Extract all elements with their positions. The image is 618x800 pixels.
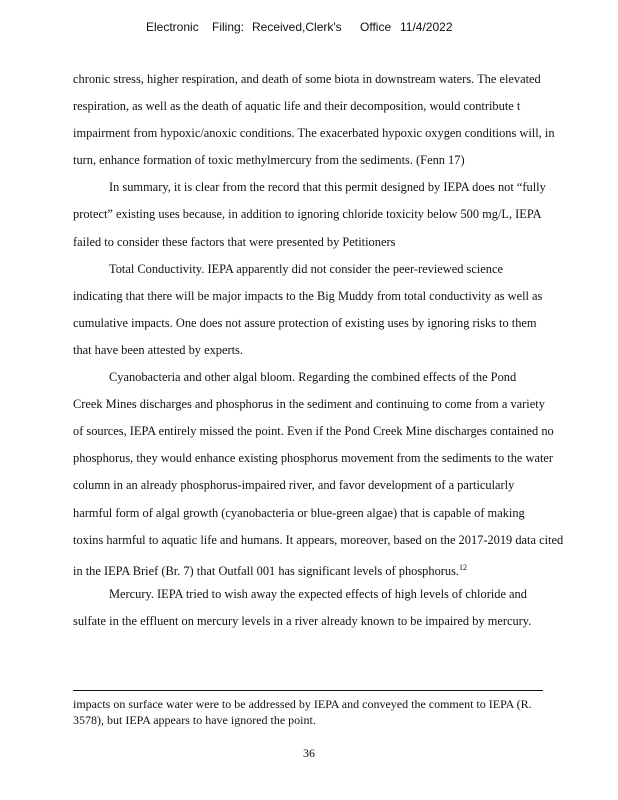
paragraph-summary-start: In summary, it is clear from the record that this permit designed by IEPA does not “fully: [109, 180, 546, 195]
footnote-line: impacts on surface water were to be addressed by IEPA and conveyed the comment to IEPA (R.: [73, 697, 532, 711]
body-text: [73, 66, 593, 635]
body-line-text: in the IEPA Brief (Br. 7) that Outfall 001 has significant levels of phosphorus.: [73, 563, 460, 578]
body-line: Creek Mines discharges and phosphorus in the sediment and continuing to come from a variety: [73, 397, 545, 412]
paragraph-conductivity-start: Total Conductivity. IEPA apparently did not consider the peer-reviewed science: [109, 261, 504, 276]
header-office: Office: [360, 20, 392, 34]
body-line: phosphorus, they would enhance existing phosphorus movement from the sediments to the water: [73, 451, 554, 466]
body-line: respiration, as well as the death of aquatic life and their decomposition, would contribute t: [73, 99, 521, 114]
body-line: indicating that there will be major impacts to the Big Muddy from total conductivity as well as: [73, 288, 543, 303]
body-line: chronic stress, higher respiration, and death of some biota in downstream waters. The elevated: [73, 72, 541, 86]
footnote: [73, 696, 593, 728]
body-line: cumulative impacts. One does not assure protection of existing uses by ignoring risks to them: [73, 315, 537, 330]
body-line-with-footnote: [73, 554, 593, 581]
body-line: of sources, IEPA entirely missed the point. Even if the Pond Creek Mine discharges contained no: [73, 424, 554, 439]
body-line: impairment from hypoxic/anoxic conditions. The exacerbated hypoxic oxygen conditions will, in: [73, 126, 555, 141]
header-filing: Filing:: [212, 20, 245, 34]
page-number: 36: [303, 746, 315, 760]
header-received-clerks: Received,Clerk's: [252, 20, 342, 34]
header-electronic: Electronic: [146, 20, 199, 34]
paragraph-mercury-start: Mercury. IEPA tried to wish away the expected effects of high levels of chloride and: [109, 586, 527, 601]
filing-header: [0, 20, 618, 34]
body-line: column in an already phosphorus-impaired river, and favor development of a particularly: [73, 478, 515, 493]
body-line: protect” existing uses because, in addition to ignoring chloride toxicity below 500 mg/L, IEPA: [73, 207, 542, 222]
footnote-marker: 12: [459, 562, 468, 572]
footnote-divider: [73, 690, 543, 691]
body-line: turn, enhance formation of toxic methylmercury from the sediments. (Fenn 17): [73, 153, 465, 168]
header-date: 11/4/2022: [400, 20, 453, 34]
body-line: toxins harmful to aquatic life and humans. It appears, moreover, based on the 2017-2019 data cited: [73, 532, 564, 547]
body-line: harmful form of algal growth (cyanobacteria or blue-green algae) that is capable of making: [73, 505, 525, 520]
paragraph-cyanobacteria-start: Cyanobacteria and other algal bloom. Regarding the combined effects of the Pond: [109, 370, 517, 385]
body-line: sulfate in the effluent on mercury levels in a river already known to be impaired by mercury.: [73, 613, 532, 628]
body-line: that have been attested by experts.: [73, 342, 243, 357]
footnote-line: 3578), but IEPA appears to have ignored the point.: [73, 713, 316, 727]
body-line: failed to consider these factors that were presented by Petitioners: [73, 234, 396, 249]
